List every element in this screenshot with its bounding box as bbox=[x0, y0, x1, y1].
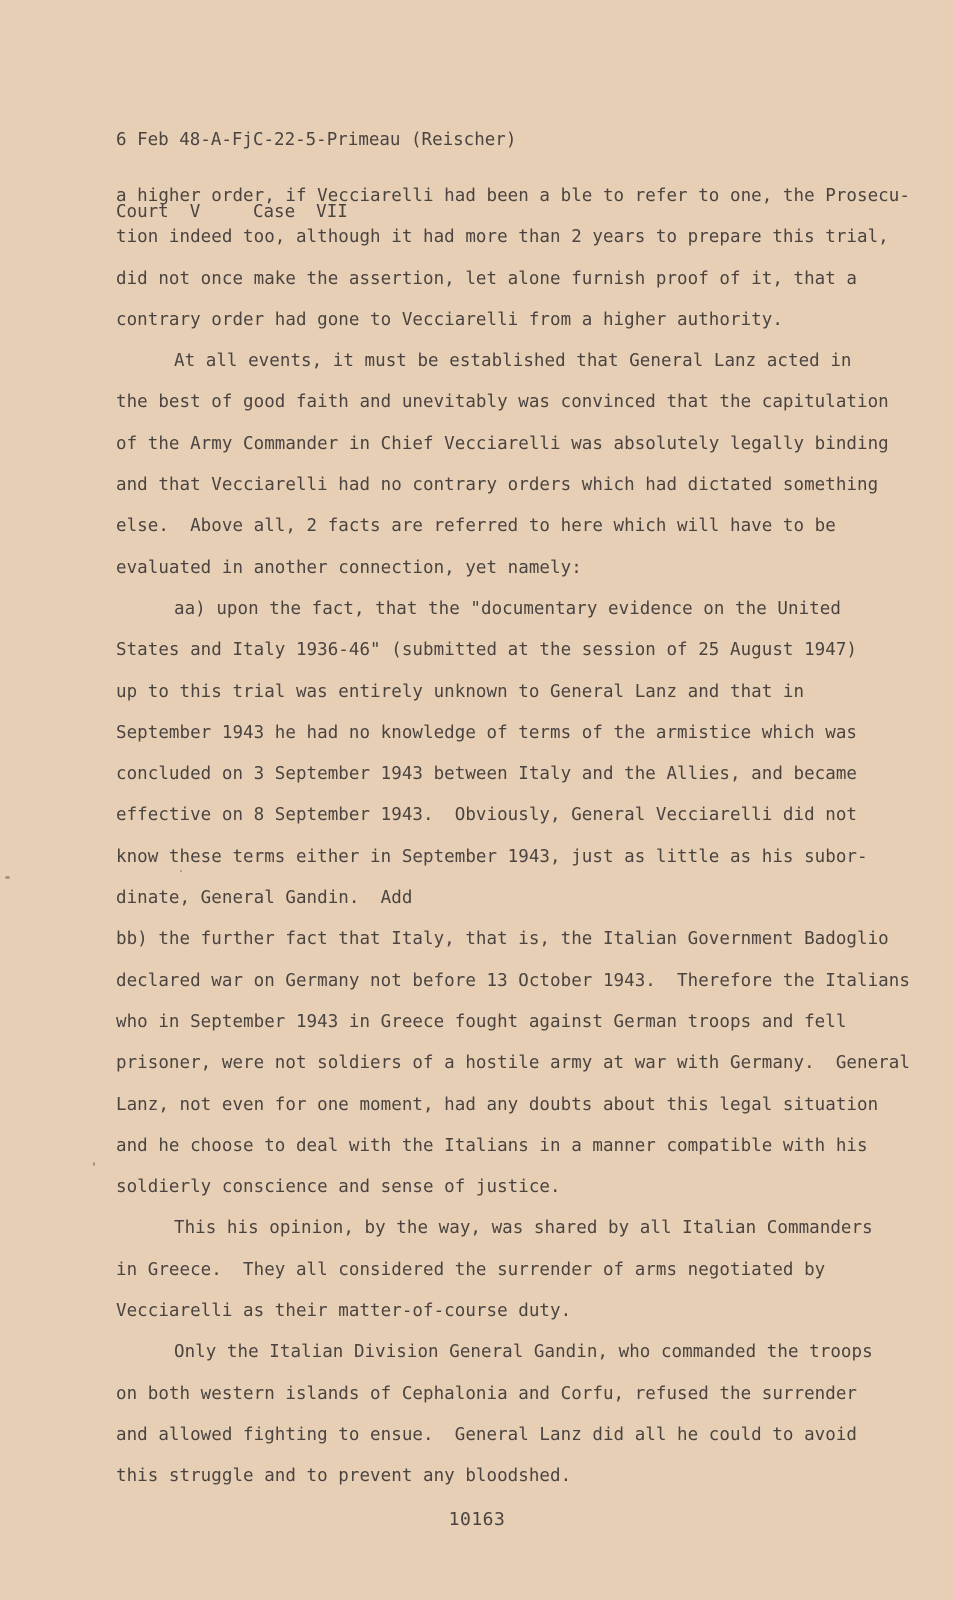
body-line: dinate, General Gandin. Add bbox=[116, 888, 413, 909]
body-line: and that Vecciarelli had no contrary orders which had dictated something bbox=[116, 475, 879, 496]
header-reference-line: 6 Feb 48-A-FjC-22-5-Primeau (Reischer) bbox=[116, 130, 517, 150]
body-line: This his opinion, by the way, was shared by all Italian Commanders bbox=[174, 1218, 873, 1239]
body-line: and he choose to deal with the Italians in a manner compatible with his bbox=[116, 1135, 868, 1156]
body-line: a higher order, if Vecciarelli had been a ble to refer to one, the Prosecu- bbox=[116, 186, 910, 206]
body-line: this struggle and to prevent any bloodshed. bbox=[116, 1466, 572, 1487]
body-line: Vecciarelli as their matter-of-course duty. bbox=[116, 1301, 572, 1322]
body-line: declared war on Germany not before 13 October 1943. Therefore the Italians bbox=[116, 970, 910, 991]
body-line: know these terms either in September 1943, just as little as his subor- bbox=[116, 846, 868, 867]
body-line: else. Above all, 2 facts are referred to here which will have to be bbox=[116, 516, 836, 537]
body-line: concluded on 3 September 1943 between Italy and the Allies, and became bbox=[116, 764, 858, 785]
body-line: of the Army Commander in Chief Vecciarelli was absolutely legally binding bbox=[116, 433, 889, 454]
body-line: Only the Italian Division General Gandin, who commanded the troops bbox=[174, 1342, 873, 1363]
paper-speck bbox=[93, 1162, 95, 1166]
body-line: evaluated in another connection, yet namely: bbox=[116, 557, 582, 578]
paper-speck bbox=[180, 870, 182, 872]
body-line: At all events, it must be established that General Lanz acted in bbox=[174, 351, 852, 372]
body-line: September 1943 he had no knowledge of terms of the armistice which was bbox=[116, 722, 858, 743]
page-number: 10163 bbox=[448, 1509, 506, 1530]
document-body bbox=[116, 183, 910, 1505]
body-line: States and Italy 1936-46" (submitted at the session of 25 August 1947) bbox=[116, 640, 858, 661]
body-line: tion indeed too, although it had more than 2 years to prepare this trial, bbox=[116, 227, 889, 248]
body-line: and allowed fighting to ensue. General Lanz did all he could to avoid bbox=[116, 1424, 858, 1445]
header-court-case-line: Court V Case VII bbox=[116, 202, 348, 222]
body-line: who in September 1943 in Greece fought against German troops and fell bbox=[116, 1011, 847, 1032]
body-line: Lanz, not even for one moment, had any doubts about this legal situation bbox=[116, 1094, 879, 1115]
body-line: on both western islands of Cephalonia and Corfu, refused the surrender bbox=[116, 1383, 858, 1404]
body-line: in Greece. They all considered the surrender of arms negotiated by bbox=[116, 1259, 826, 1280]
body-line: soldierly conscience and sense of justice. bbox=[116, 1177, 561, 1198]
body-line: effective on 8 September 1943. Obviously, General Vecciarelli did not bbox=[116, 805, 858, 826]
body-line: the best of good faith and unevitably was convinced that the capitulation bbox=[116, 392, 889, 413]
body-line: bb) the further fact that Italy, that is, the Italian Government Badoglio bbox=[116, 929, 889, 950]
body-line: prisoner, were not soldiers of a hostile army at war with Germany. General bbox=[116, 1053, 910, 1074]
body-line: up to this trial was entirely unknown to General Lanz and that in bbox=[116, 681, 805, 702]
body-line: did not once make the assertion, let alone furnish proof of it, that a bbox=[116, 268, 858, 289]
body-line: aa) upon the fact, that the "documentary evidence on the United bbox=[174, 598, 841, 619]
paper-speck bbox=[5, 876, 10, 879]
body-line: contrary order had gone to Vecciarelli from a higher authority. bbox=[116, 309, 783, 330]
